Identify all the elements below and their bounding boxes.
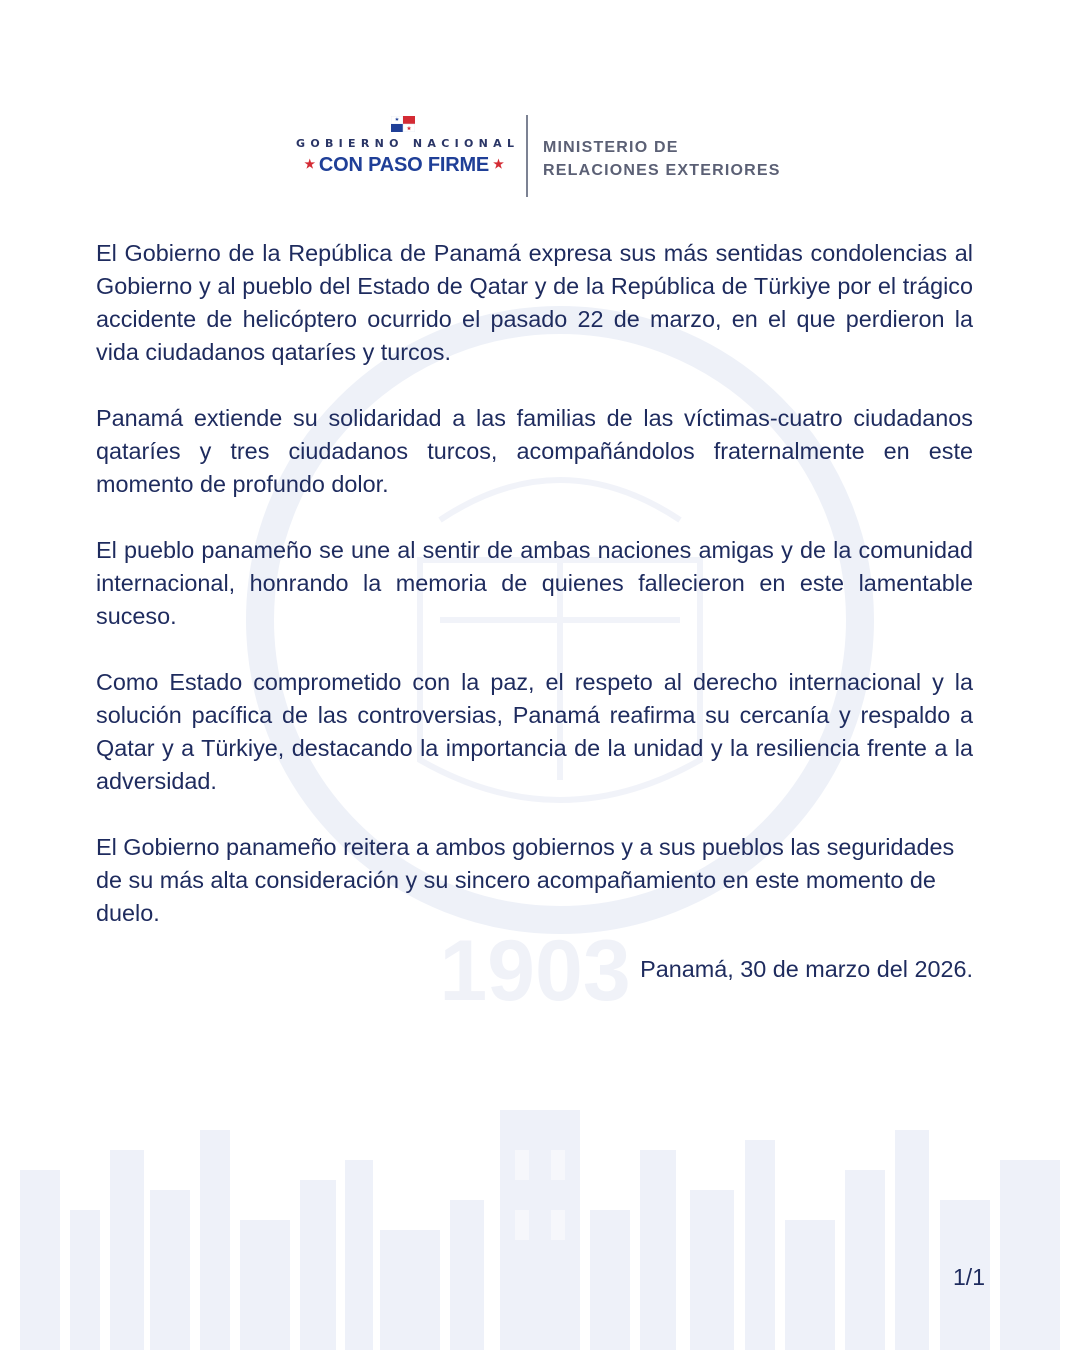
watermark-year: 1903 bbox=[439, 923, 631, 1019]
con-paso-firme-text: CON PASO FIRME bbox=[318, 154, 490, 176]
star-icon: ★ bbox=[493, 157, 504, 171]
paragraph: El pueblo panameño se une al sentir de ambas naciones amigas y de la comunidad internacional, honrando la memoria de quienes fallecieron en este lamentable suceso. bbox=[96, 537, 973, 629]
paragraph: El Gobierno panameño reitera a ambos gobiernos y a sus pueblos las seguridades de su más alta consideración y su sincero acompañamiento en este momento de duelo. bbox=[96, 834, 955, 926]
gobierno-nacional-label: GOBIERNO NACIONAL bbox=[296, 137, 520, 150]
star-icon: ★ bbox=[304, 157, 315, 171]
letter-body bbox=[96, 237, 973, 963]
ministry-line-1: MINISTERIO DE bbox=[543, 139, 679, 156]
paragraph: El Gobierno de la República de Panamá expresa sus más sentidas condolencias al Gobierno y al pueblo del Estado de Qatar y de la República de Türkiye por el trágico accidente de helicóptero ocurrido el pasado 22 de marzo, en el que perdieron la vida ciudadanos qataríes y turcos. bbox=[96, 240, 973, 365]
page-number: 1/1 bbox=[953, 1264, 985, 1290]
header-divider bbox=[526, 115, 528, 197]
con-paso-firme-label bbox=[292, 154, 516, 177]
ministry-line-2: RELACIONES EXTERIORES bbox=[543, 162, 781, 179]
city-skyline-watermark bbox=[0, 1090, 1080, 1350]
date-line: Panamá, 30 de marzo del 2026. bbox=[640, 956, 973, 982]
paragraph: Panamá extiende su solidaridad a las familias de las víctimas-cuatro ciudadanos qataríes y tres ciudadanos turcos, acompañándolos fraternalmente en este momento de profundo dolor. bbox=[96, 405, 973, 497]
panama-flag-icon bbox=[391, 116, 415, 132]
paragraph: Como Estado comprometido con la paz, el respeto al derecho internacional y la solución pacífica de las controversias, Panamá reafirma su cercanía y respaldo a Qatar y a Türkiye, destacando la importancia de la unidad y la resiliencia frente a la adversidad. bbox=[96, 669, 973, 794]
